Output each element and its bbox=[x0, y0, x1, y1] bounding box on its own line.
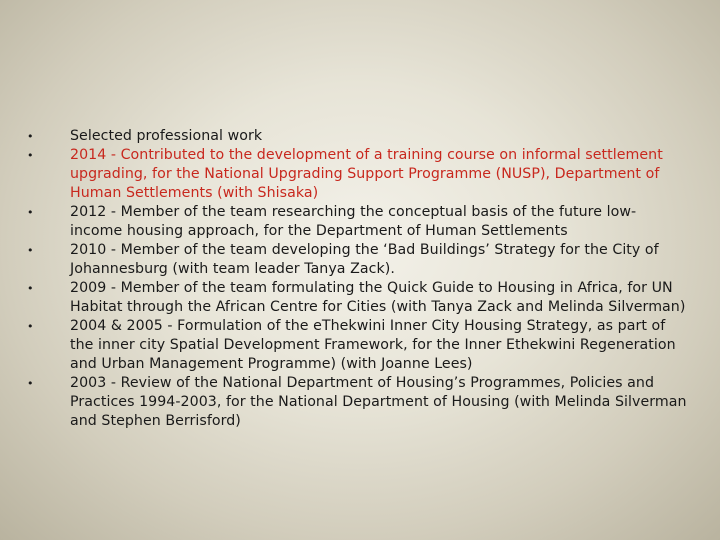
bullet-item bbox=[27, 241, 687, 279]
bullet-dot-icon: • bbox=[27, 244, 34, 257]
bullet-item bbox=[27, 317, 687, 374]
bullet-text: 2003 - Review of the National Department of Housing’s Programmes, Policies and Practices 1994-2003, for the National Department of Housing (with Melinda Silverman and Stephen Berrisford) bbox=[70, 375, 687, 429]
bullet-item bbox=[27, 374, 687, 431]
bullet-item bbox=[27, 279, 687, 317]
bullet-item bbox=[27, 203, 687, 241]
bullet-dot-icon: • bbox=[27, 320, 34, 333]
bullet-text: 2014 - Contributed to the development of a training course on informal settlement upgrading, for the National Upgrading Support Programme (NUSP), Department of Human Settlements (with Shisaka) bbox=[70, 147, 663, 201]
bullet-text: 2010 - Member of the team developing the ‘Bad Buildings’ Strategy for the City of Johannesburg (with team leader Tanya Zack). bbox=[70, 242, 659, 277]
bullet-dot-icon: • bbox=[27, 130, 34, 143]
bullet-text: Selected professional work bbox=[70, 128, 263, 144]
bullet-dot-icon: • bbox=[27, 149, 34, 162]
bullet-dot-icon: • bbox=[27, 282, 34, 295]
bullet-item bbox=[27, 127, 687, 146]
bullet-list bbox=[27, 127, 687, 431]
bullet-dot-icon: • bbox=[27, 206, 34, 219]
bullet-item bbox=[27, 146, 687, 203]
bullet-text: 2009 - Member of the team formulating the Quick Guide to Housing in Africa, for UN Habitat through the African Centre for Cities (with Tanya Zack and Melinda Silverman) bbox=[70, 280, 686, 315]
bullet-dot-icon: • bbox=[27, 377, 34, 390]
bullet-text: 2012 - Member of the team researching the conceptual basis of the future low-income housing approach, for the Department of Human Settlements bbox=[70, 204, 637, 239]
bullet-text: 2004 & 2005 - Formulation of the eThekwini Inner City Housing Strategy, as part of the inner city Spatial Development Framework, for the Inner Ethekwini Regeneration and Urban Management Programme) (with Joanne Lees) bbox=[70, 318, 676, 372]
